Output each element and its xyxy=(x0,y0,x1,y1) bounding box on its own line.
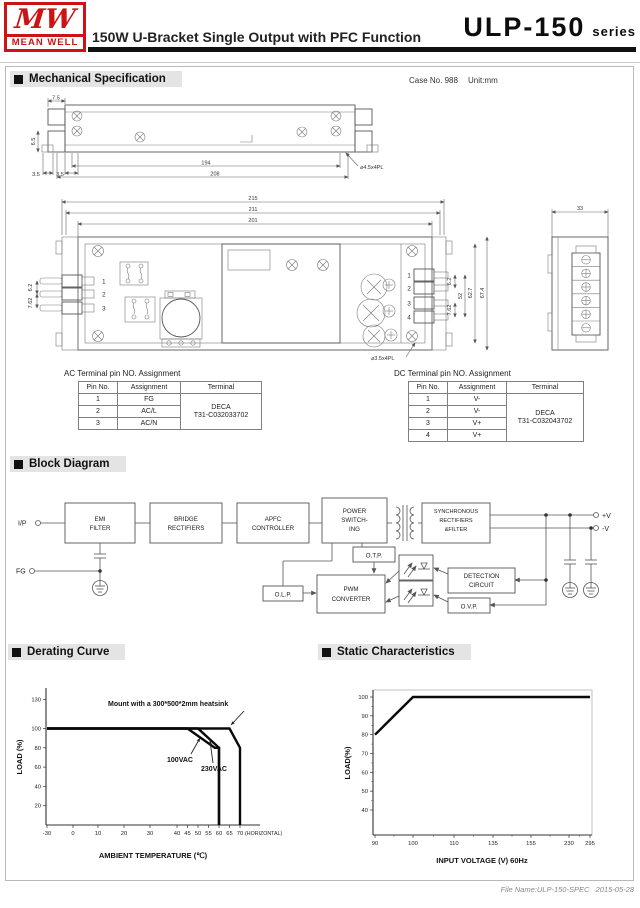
x-tick-label: 20 xyxy=(120,831,128,837)
section-label: Derating Curve xyxy=(27,646,110,658)
y-tick-label: 60 xyxy=(34,765,41,772)
y-tick-label: 80 xyxy=(361,732,368,739)
capacitor-components xyxy=(357,244,401,347)
terminal-part-no: T31-C032043702 xyxy=(517,417,573,425)
dim-194: 194 xyxy=(201,160,211,167)
file-name-note: File Name:ULP-150-SPEC 2015-05-28 xyxy=(500,885,634,894)
detect-label: DETECTION xyxy=(463,573,500,580)
page-title: 150W U-Bracket Single Output with PFC Function xyxy=(92,29,422,45)
x-tick-label: 30 xyxy=(146,831,154,837)
vplus-label: +V xyxy=(602,513,611,520)
col-header: Pin No. xyxy=(409,382,448,394)
section-square-icon xyxy=(12,648,21,657)
y-tick-label: 60 xyxy=(361,770,368,777)
x-axis-note: (HORIZONTAL) xyxy=(245,831,283,837)
sync-label: RECTIFIERS xyxy=(439,518,473,524)
dc-terminal-part xyxy=(507,394,584,442)
y-tick-label: 80 xyxy=(34,745,41,752)
section-header-mechanical xyxy=(10,71,182,87)
main-view xyxy=(28,196,487,362)
emi-filter-box xyxy=(65,503,135,543)
section-header-static xyxy=(318,644,471,660)
table-cell: 3 xyxy=(79,418,118,430)
dim-208: 208 xyxy=(210,171,220,178)
sync-label: &FILTER xyxy=(444,527,468,533)
annotation: 100VAC xyxy=(167,757,193,764)
section-square-icon xyxy=(14,75,23,84)
dc-table-title: DC Terminal pin NO. Assignment xyxy=(394,369,511,378)
ac-pin-1: 1 xyxy=(102,278,106,286)
power-label: SWITCH- xyxy=(341,517,368,524)
transformer-component xyxy=(160,291,202,347)
derating-curve-chart xyxy=(8,664,314,876)
sync-label: SYNCHRONOUS xyxy=(433,509,479,515)
ac-table-title: AC Terminal pin NO. Assignment xyxy=(64,369,181,378)
annotation: 230VAC xyxy=(201,766,227,773)
table-cell: 2 xyxy=(409,406,448,418)
fg-label: FG xyxy=(16,568,26,576)
series-name: ULP-150 xyxy=(463,12,586,42)
col-header: Assignment xyxy=(118,382,181,394)
dc-pin-2: 2 xyxy=(407,285,411,293)
hole-note-top: ⌀4.5x4PL xyxy=(360,165,384,171)
y-tick-label: 100 xyxy=(31,726,41,733)
section-label: Mechanical Specification xyxy=(29,73,166,85)
dim-6-5: 6.5 xyxy=(31,137,37,146)
table-cell: FG xyxy=(118,394,181,406)
y-tick-label: 130 xyxy=(31,697,41,704)
section-header-derating xyxy=(8,644,125,660)
center-bay xyxy=(222,244,340,343)
apfc-label: APFC xyxy=(264,516,282,523)
relay-components xyxy=(120,262,155,322)
top-view xyxy=(31,96,384,180)
ip-terminal-icon xyxy=(36,521,41,526)
terminal-part-no: T31-C032033702 xyxy=(193,411,249,419)
x-tick-label: 110 xyxy=(449,841,459,847)
section-label: Block Diagram xyxy=(29,458,110,470)
optocoupler-symbols xyxy=(399,555,433,606)
side-view xyxy=(548,206,608,350)
col-header: Terminal xyxy=(181,382,262,394)
table-cell: 1 xyxy=(409,394,448,406)
table-cell: 2 xyxy=(79,406,118,418)
y-tick-label: 70 xyxy=(361,751,368,758)
header-rule xyxy=(88,47,636,52)
x-tick-label: 230 xyxy=(564,841,574,847)
apfc-label: CONTROLLER xyxy=(251,525,295,532)
table-cell: AC/L xyxy=(118,406,181,418)
power-label: ING xyxy=(348,526,361,533)
section-header-block xyxy=(10,456,126,472)
case-number: Case No. 988 xyxy=(409,76,458,85)
block-diagram xyxy=(10,478,630,640)
y-tick-label: 100 xyxy=(358,695,368,701)
bridge-label: BRIDGE xyxy=(174,516,198,523)
ac-pin-2: 2 xyxy=(102,291,106,299)
section-label: Static Characteristics xyxy=(337,646,455,658)
y-tick-label: 50 xyxy=(361,789,368,796)
dc-pin-4: 4 xyxy=(407,314,411,322)
dc-terminal-table xyxy=(408,381,584,442)
x-tick-label: 295 xyxy=(585,841,595,847)
dim-left-7-62: 7.62 xyxy=(28,297,34,309)
x-tick-label: 70 xyxy=(236,831,244,837)
dim-33: 33 xyxy=(576,206,584,212)
ip-label: I/P xyxy=(18,520,27,528)
x-axis-title: AMBIENT TEMPERATURE (℃) xyxy=(98,851,208,860)
vminus-label: -V xyxy=(602,526,609,533)
x-tick-label: -30 xyxy=(42,831,52,837)
terminal-name: DECA xyxy=(535,409,555,417)
table-cell: AC/N xyxy=(118,418,181,430)
table-cell: 4 xyxy=(409,430,448,442)
dim-211: 211 xyxy=(248,207,258,213)
section-square-icon xyxy=(322,648,331,657)
ac-pin-3: 3 xyxy=(102,305,106,313)
y-tick-label: 90 xyxy=(361,713,368,720)
hole-note-main: ⌀3.5x4PL xyxy=(371,356,395,362)
series-line-0 xyxy=(375,697,590,735)
screw-holes-top-view xyxy=(72,111,341,142)
x-tick-label: 90 xyxy=(371,841,379,847)
table-cell: V+ xyxy=(448,430,507,442)
x-tick-label: 60 xyxy=(215,831,223,837)
series-title xyxy=(463,12,636,43)
x-tick-label: 55 xyxy=(205,831,212,837)
annotation: Mount with a 300*500*2mm heatsink xyxy=(108,701,229,708)
table-cell: 1 xyxy=(79,394,118,406)
series-line-0 xyxy=(47,729,219,826)
dim-right-52: 52 xyxy=(458,292,464,300)
meanwell-wordmark: MEAN WELL xyxy=(7,34,83,49)
y-tick-label: 40 xyxy=(361,808,368,814)
x-tick-label: 10 xyxy=(94,831,102,837)
pwm-converter-box xyxy=(317,575,385,613)
detection-circuit-box xyxy=(448,568,515,593)
table-cell: V- xyxy=(448,406,507,418)
otp-label: O.T.P. xyxy=(365,552,383,560)
x-tick-label: 135 xyxy=(488,841,498,847)
pwm-label: PWM xyxy=(343,586,359,593)
transformer-symbol xyxy=(396,505,414,541)
col-header: Pin No. xyxy=(79,382,118,394)
terminal-block-screws xyxy=(572,256,600,333)
x-tick-label: 100 xyxy=(408,841,418,847)
bridge-rectifiers-box xyxy=(150,503,222,543)
pwm-label: CONVERTER xyxy=(331,596,371,603)
plot-border xyxy=(373,690,592,835)
olp-label: O.L.P. xyxy=(274,591,292,599)
x-tick-label: 45 xyxy=(184,831,191,837)
table-cell: V+ xyxy=(448,418,507,430)
x-tick-label: 155 xyxy=(526,841,536,847)
x-tick-label: 65 xyxy=(226,831,233,837)
power-label: POWER xyxy=(342,508,367,515)
ac-terminal-table xyxy=(78,381,262,430)
terminal-name: DECA xyxy=(211,403,231,411)
bridge-label: RECTIFIERS xyxy=(167,525,205,532)
mw-logo-glyph: MW xyxy=(13,4,77,35)
dim-right-6-2: 6.2 xyxy=(447,277,453,286)
detect-label: CIRCUIT xyxy=(468,582,495,589)
dim-3-5b: 3.5 xyxy=(56,172,64,178)
y-axis-title: LOAD (%) xyxy=(15,739,24,775)
emi-label: FILTER xyxy=(89,525,111,532)
vplus-terminal-icon xyxy=(594,513,599,518)
section-square-icon xyxy=(14,460,23,469)
dc-pin-3: 3 xyxy=(407,300,411,308)
static-characteristics-chart xyxy=(326,664,632,876)
dim-right-62-7: 62.7 xyxy=(468,287,474,299)
col-header: Assignment xyxy=(448,382,507,394)
dc-pin-1: 1 xyxy=(407,272,411,280)
ac-terminal-part xyxy=(181,394,262,430)
ac-terminal-pins xyxy=(40,275,106,314)
col-header: Terminal xyxy=(507,382,584,394)
apfc-controller-box xyxy=(237,503,309,543)
x-tick-label: 50 xyxy=(194,831,202,837)
x-tick-label: 40 xyxy=(173,831,181,837)
dim-215: 215 xyxy=(248,196,258,202)
series-line-1 xyxy=(47,729,219,826)
divider xyxy=(0,62,640,63)
table-cell: V- xyxy=(448,394,507,406)
fg-terminal-icon xyxy=(30,569,35,574)
y-axis-title: LOAD(%) xyxy=(343,746,352,780)
dim-right-7-62: 7.62 xyxy=(447,304,453,316)
x-tick-label: 0 xyxy=(71,831,75,837)
dc-terminal-pins xyxy=(407,269,448,323)
y-tick-label: 40 xyxy=(34,784,41,791)
y-tick-label: 20 xyxy=(34,803,41,810)
series-suffix: series xyxy=(592,24,636,39)
table-cell: 3 xyxy=(409,418,448,430)
dim-3-5a: 3.5 xyxy=(32,172,40,178)
dim-left-6-2: 6.2 xyxy=(28,283,34,292)
unit-note: Unit:mm xyxy=(468,76,498,85)
dim-201: 201 xyxy=(248,218,258,224)
emi-label: EMI xyxy=(94,516,106,523)
x-axis-title: INPUT VOLTAGE (V) 60Hz xyxy=(436,856,528,865)
ovp-label: O.V.P. xyxy=(460,603,478,611)
dim-right-67-4: 67.4 xyxy=(480,287,486,299)
meanwell-logo xyxy=(4,2,86,52)
dim-7-5: 7.5 xyxy=(52,95,60,102)
vminus-terminal-icon xyxy=(594,526,599,531)
mechanical-drawing xyxy=(10,95,630,367)
